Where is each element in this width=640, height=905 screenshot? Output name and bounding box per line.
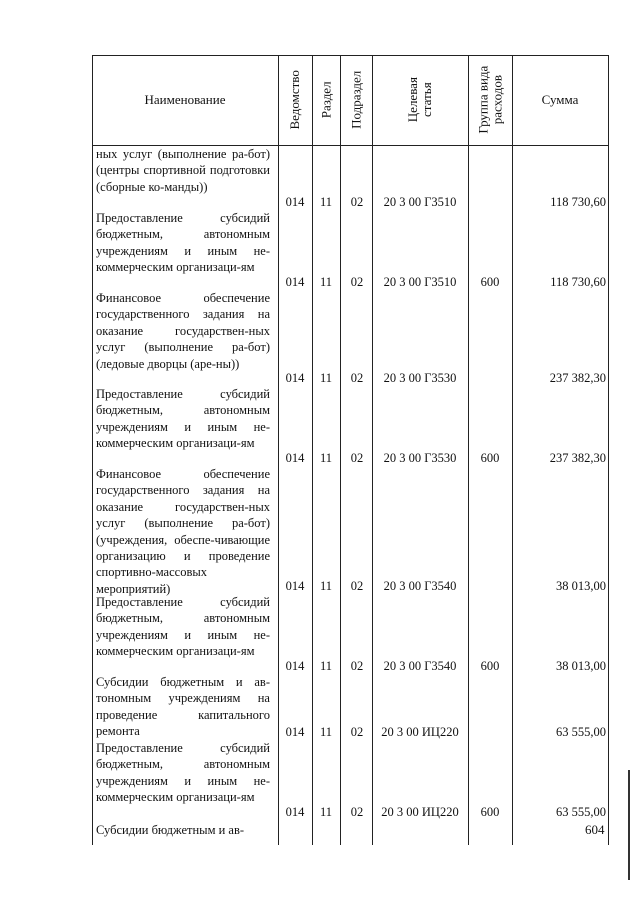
row-razdel: 11 [319,275,333,289]
row-razdel: 11 [319,195,333,209]
row-name: ных услуг (выполнение ра-бот) (центры спортивной подготовки (сборные ко-манды)) [96,147,270,194]
header-gruppa [468,55,512,145]
row-name: Предоставление субсидий бюджетным, автономным учреждениям и иным не-коммерческим организаци-ям [96,211,270,275]
row-podrazdel: 02 [350,805,364,819]
row-ved: 014 [285,579,305,593]
row-name: Субсидии бюджетным и ав- [96,823,245,837]
row-podrazdel: 02 [350,371,364,385]
row-ved: 014 [285,725,305,739]
row-summa: 118 730,60 [550,195,606,209]
row-summa: 38 013,00 [556,659,606,673]
header-name: Наименование [144,92,226,107]
row-razdel: 11 [319,371,333,385]
row-celevaya: 20 3 00 Г3530 [383,371,457,385]
row-name: Предоставление субсидий бюджетным, автономным учреждениям и иным не-коммерческим организаци-ям [96,595,270,659]
row-podrazdel: 02 [350,725,364,739]
row-name: Предоставление субсидий бюджетным, автономным учреждениям и иным не-коммерческим организаци-ям [96,387,270,451]
row-summa: 63 555,00 [556,805,606,819]
row-celevaya: 20 3 00 Г3510 [383,275,457,289]
table-row [92,386,608,466]
table-row [92,466,608,594]
scan-edge-mark [628,770,630,880]
header-summa: Сумма [541,92,579,107]
row-razdel: 11 [319,659,333,673]
row-podrazdel: 02 [350,195,364,209]
header-ved: Ведомство [287,70,303,130]
row-celevaya: 20 3 00 ИЦ220 [381,725,459,739]
row-gruppa: 600 [480,805,500,819]
header-podrazdel: Подраздел [348,70,364,130]
row-ved: 014 [285,805,305,819]
row-gruppa: 600 [480,451,500,465]
row-razdel: 11 [319,579,333,593]
row-podrazdel: 02 [350,659,364,673]
page-number: 604 [585,822,605,837]
row-celevaya: 20 3 00 Г3540 [383,659,457,673]
row-celevaya: 20 3 00 Г3510 [383,195,457,209]
row-ved: 014 [285,451,305,465]
header-gruppa-line1: Группа вида [475,66,491,134]
table-row [92,822,608,842]
header-razdel: Раздел [318,81,334,119]
header-celevaya-line1: Целевая [405,77,421,123]
row-celevaya: 20 3 00 Г3540 [383,579,457,593]
row-celevaya: 20 3 00 ИЦ220 [381,805,459,819]
row-summa: 38 013,00 [556,579,606,593]
row-gruppa: 600 [480,659,500,673]
header-celevaya [372,55,468,145]
table-row [92,290,608,386]
row-razdel: 11 [319,805,333,819]
table-row [92,210,608,290]
table-row [92,146,608,210]
row-podrazdel: 02 [350,451,364,465]
table-row [92,740,608,820]
row-name: Финансовое обеспечение государственного задания на оказание государствен-ных услуг (выполнение ра-бот) (учреждения, обеспе-чивающие организацию и проведение спортивно-массовых мероприятий) [96,467,270,596]
row-name: Предоставление субсидий бюджетным, автономным учреждениям и иным не-коммерческим организаци-ям [96,741,270,805]
row-ved: 014 [285,195,305,209]
table-row [92,674,608,740]
header-gruppa-line2: расходов [489,75,505,125]
row-ved: 014 [285,371,305,385]
row-podrazdel: 02 [350,579,364,593]
row-celevaya: 20 3 00 Г3530 [383,451,457,465]
row-name: Субсидии бюджетным и ав-тономным учреждениям на проведение капитального ремонта [96,675,270,739]
col-border [608,55,609,845]
row-summa: 118 730,60 [550,275,606,289]
row-summa: 63 555,00 [556,725,606,739]
row-summa: 237 382,30 [549,451,606,465]
header-celevaya-line2: статья [418,82,434,118]
row-podrazdel: 02 [350,275,364,289]
table-row [92,594,608,674]
row-razdel: 11 [319,725,333,739]
row-ved: 014 [285,659,305,673]
row-name: Финансовое обеспечение государственного задания на оказание государствен-ных услуг (выполнение ра-бот) (ледовые дворцы (аре-ны)) [96,291,270,371]
row-ved: 014 [285,275,305,289]
row-gruppa: 600 [480,275,500,289]
row-summa: 237 382,30 [549,371,606,385]
row-razdel: 11 [319,451,333,465]
